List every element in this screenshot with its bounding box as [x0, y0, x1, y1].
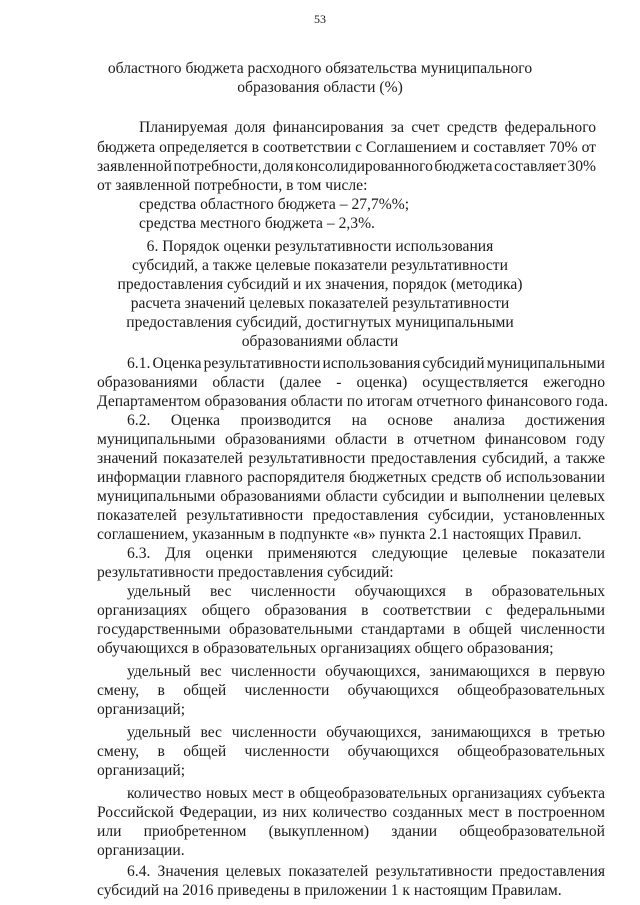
text-line: Российской Федерации, из них количество созданных мест в построенном: [97, 804, 605, 821]
text-line: 6.4. Значения целевых показателей результативности предоставления: [127, 863, 605, 880]
text-line: образованиями области (далее - оценка) осуществляется ежегодно: [97, 374, 605, 391]
text-line: количество новых мест в общеобразовательных организациях субъекта: [127, 785, 605, 802]
text-line: удельный вес численности обучающихся, занимающихся в первую: [127, 663, 605, 680]
text-line: субсидий на 2016 приведены в приложении 1 к настоящим Правилам.: [97, 882, 562, 899]
heading-line: образования области (%): [237, 79, 403, 96]
text-line: средства областного бюджета – 27,7%%;: [139, 196, 410, 213]
text-line: информации главного распорядителя бюджетных средств об использовании: [97, 469, 605, 486]
heading-continued: [0, 59, 640, 97]
heading-line: предоставления субсидий и их значения, порядок (методика): [117, 276, 523, 293]
text-line: обучающихся в образовательных организациях общего образования;: [97, 640, 554, 657]
text-line: Планируемая доля финансирования за счет средств федерального: [139, 119, 596, 136]
heading-line: областного бюджета расходного обязательства муниципального: [107, 60, 533, 77]
text-line: заявленной потребности, доля консолидированного бюджета составляет 30%: [97, 158, 596, 175]
text-line: показателей результативности предоставления субсидии, установленных: [97, 507, 605, 524]
text-line: от заявленной потребности, в том числе:: [97, 177, 368, 194]
heading-line: субсидий, а также целевые показатели результативности: [132, 257, 508, 274]
page-number: 53: [314, 12, 326, 26]
text-line: бюджета определяется в соответствии с Соглашением и составляет 70% от: [97, 139, 596, 156]
text-line: муниципальными образованиями области субсидии и выполнении целевых: [97, 488, 605, 505]
heading-line: образованиями области: [241, 333, 399, 350]
text-line: Департаментом образования области по итогам отчетного финансового года.: [97, 393, 609, 410]
text-line: удельный вес численности обучающихся, занимающихся в третью: [127, 724, 605, 741]
heading-line: предоставления субсидий, достигнутых муниципальными: [126, 314, 514, 331]
text-line: организации.: [97, 842, 185, 859]
text-line: 6.2. Оценка производится на основе анализа достижения: [127, 412, 605, 429]
text-line: смену, в общей численности обучающихся общеобразовательных: [97, 682, 605, 699]
text-line: результативности предоставления субсидий:: [97, 564, 394, 581]
text-line: средства местного бюджета – 2,3%.: [139, 215, 375, 232]
text-line: организациях общего образования в соответствии с федеральными: [97, 602, 605, 619]
heading-line: 6. Порядок оценки результативности использования: [146, 238, 494, 255]
text-line: 6.3. Для оценки применяются следующие целевые показатели: [127, 545, 605, 562]
text-line: организаций;: [97, 701, 186, 718]
text-line: или приобретенном (выкупленном) здании общеобразовательной: [97, 823, 605, 840]
text-line: муниципальными образованиями области в отчетном финансовом году: [97, 431, 605, 448]
section-6-title: [0, 237, 640, 351]
text-line: удельный вес численности обучающихся в образовательных: [127, 583, 605, 600]
text-line: 6.1. Оценка результативности использования субсидий муниципальными: [127, 355, 605, 372]
text-line: государственными образовательными стандартами в общей численности: [97, 621, 605, 638]
text-line: смену, в общей численности обучающихся общеобразовательных: [97, 743, 605, 760]
text-line: значений показателей результативности предоставления субсидий, а также: [97, 450, 605, 467]
text-line: соглашением, указанным в подпункте «в» пункта 2.1 настоящих Правил.: [97, 526, 582, 543]
text-line: организаций;: [97, 762, 186, 779]
heading-line: расчета значений целевых показателей результативности: [130, 295, 510, 312]
